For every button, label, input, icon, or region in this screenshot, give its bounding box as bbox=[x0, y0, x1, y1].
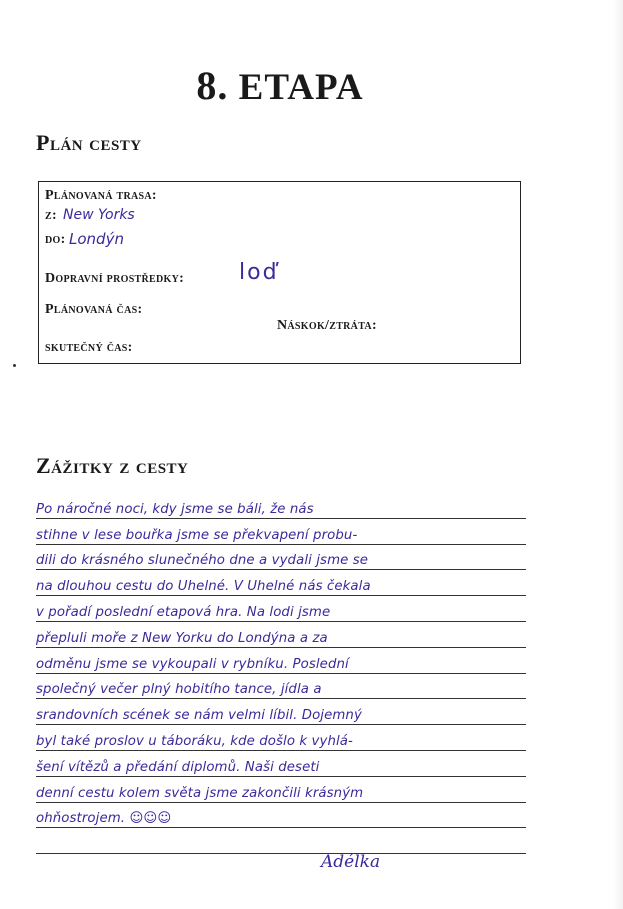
planned-route-label: Plánovaná trasa: bbox=[45, 188, 157, 203]
transport-label: Dopravní prostředky: bbox=[45, 271, 185, 286]
story-line bbox=[36, 777, 526, 803]
story-line-text: šení vítězů a předání diplomů. Naši deseti bbox=[36, 759, 320, 775]
story-line-text: přepluli moře z New Yorku do Londýna a za bbox=[36, 630, 328, 646]
story-line bbox=[36, 648, 526, 674]
story-line-text: dili do krásného slunečného dne a vydali jsme se bbox=[36, 553, 369, 569]
story-line bbox=[36, 699, 526, 725]
transport-value: loď bbox=[239, 260, 279, 285]
stage-title: ETAPA bbox=[238, 67, 364, 108]
story-line bbox=[36, 596, 526, 622]
story-line-text: v pořadí poslední etapová hra. Na lodi jsme bbox=[36, 604, 331, 620]
story-line-text: společný večer plný hobitího tance, jídla a bbox=[36, 682, 322, 698]
story-line bbox=[36, 725, 526, 751]
experiences-text-area bbox=[36, 493, 526, 854]
planned-time-label: Plánovaná čas: bbox=[45, 302, 143, 317]
to-value: Londýn bbox=[69, 230, 124, 248]
story-line bbox=[36, 674, 526, 700]
experiences-heading: Zážitky z cesty bbox=[36, 453, 189, 478]
story-line bbox=[36, 803, 526, 829]
story-line bbox=[36, 545, 526, 571]
stage-number: 8. bbox=[196, 63, 229, 108]
signature: Adélka bbox=[321, 852, 381, 872]
story-line-text: denní cestu kolem světa jsme zakončili krásným bbox=[36, 785, 364, 801]
story-line bbox=[36, 828, 526, 854]
story-line-text: stihne v lese bouřka jsme se překvapení probu- bbox=[36, 527, 358, 543]
actual-time-label: skutečný čas: bbox=[45, 340, 133, 355]
story-line-text: ohňostrojem. ☺☺☺ bbox=[36, 811, 172, 827]
story-line bbox=[36, 622, 526, 648]
story-line-text: byl také proslov u táboráku, kde došlo k vyhlá- bbox=[36, 733, 353, 749]
page-edge-shadow bbox=[613, 0, 623, 909]
story-line-text: srandovních scének se nám velmi líbil. Dojemný bbox=[36, 708, 362, 724]
from-value: New Yorks bbox=[63, 207, 135, 223]
story-line bbox=[36, 519, 526, 545]
page-title bbox=[0, 62, 560, 109]
margin-mark bbox=[13, 364, 16, 367]
plan-box bbox=[38, 181, 521, 364]
story-line-text: Po náročné noci, kdy jsme se báli, že nás bbox=[36, 501, 314, 517]
story-line bbox=[36, 570, 526, 596]
plan-heading: Plán cesty bbox=[36, 130, 142, 155]
story-line bbox=[36, 493, 526, 519]
story-line-text: odměnu jsme se vykoupali v rybníku. Poslední bbox=[36, 656, 349, 672]
from-label: z: bbox=[45, 208, 57, 223]
to-label: do: bbox=[45, 232, 66, 247]
story-line bbox=[36, 751, 526, 777]
lead-loss-label: Náskok/ztráta: bbox=[277, 318, 377, 333]
story-line-text: na dlouhou cestu do Uhelné. V Uhelné nás čekala bbox=[36, 579, 371, 595]
